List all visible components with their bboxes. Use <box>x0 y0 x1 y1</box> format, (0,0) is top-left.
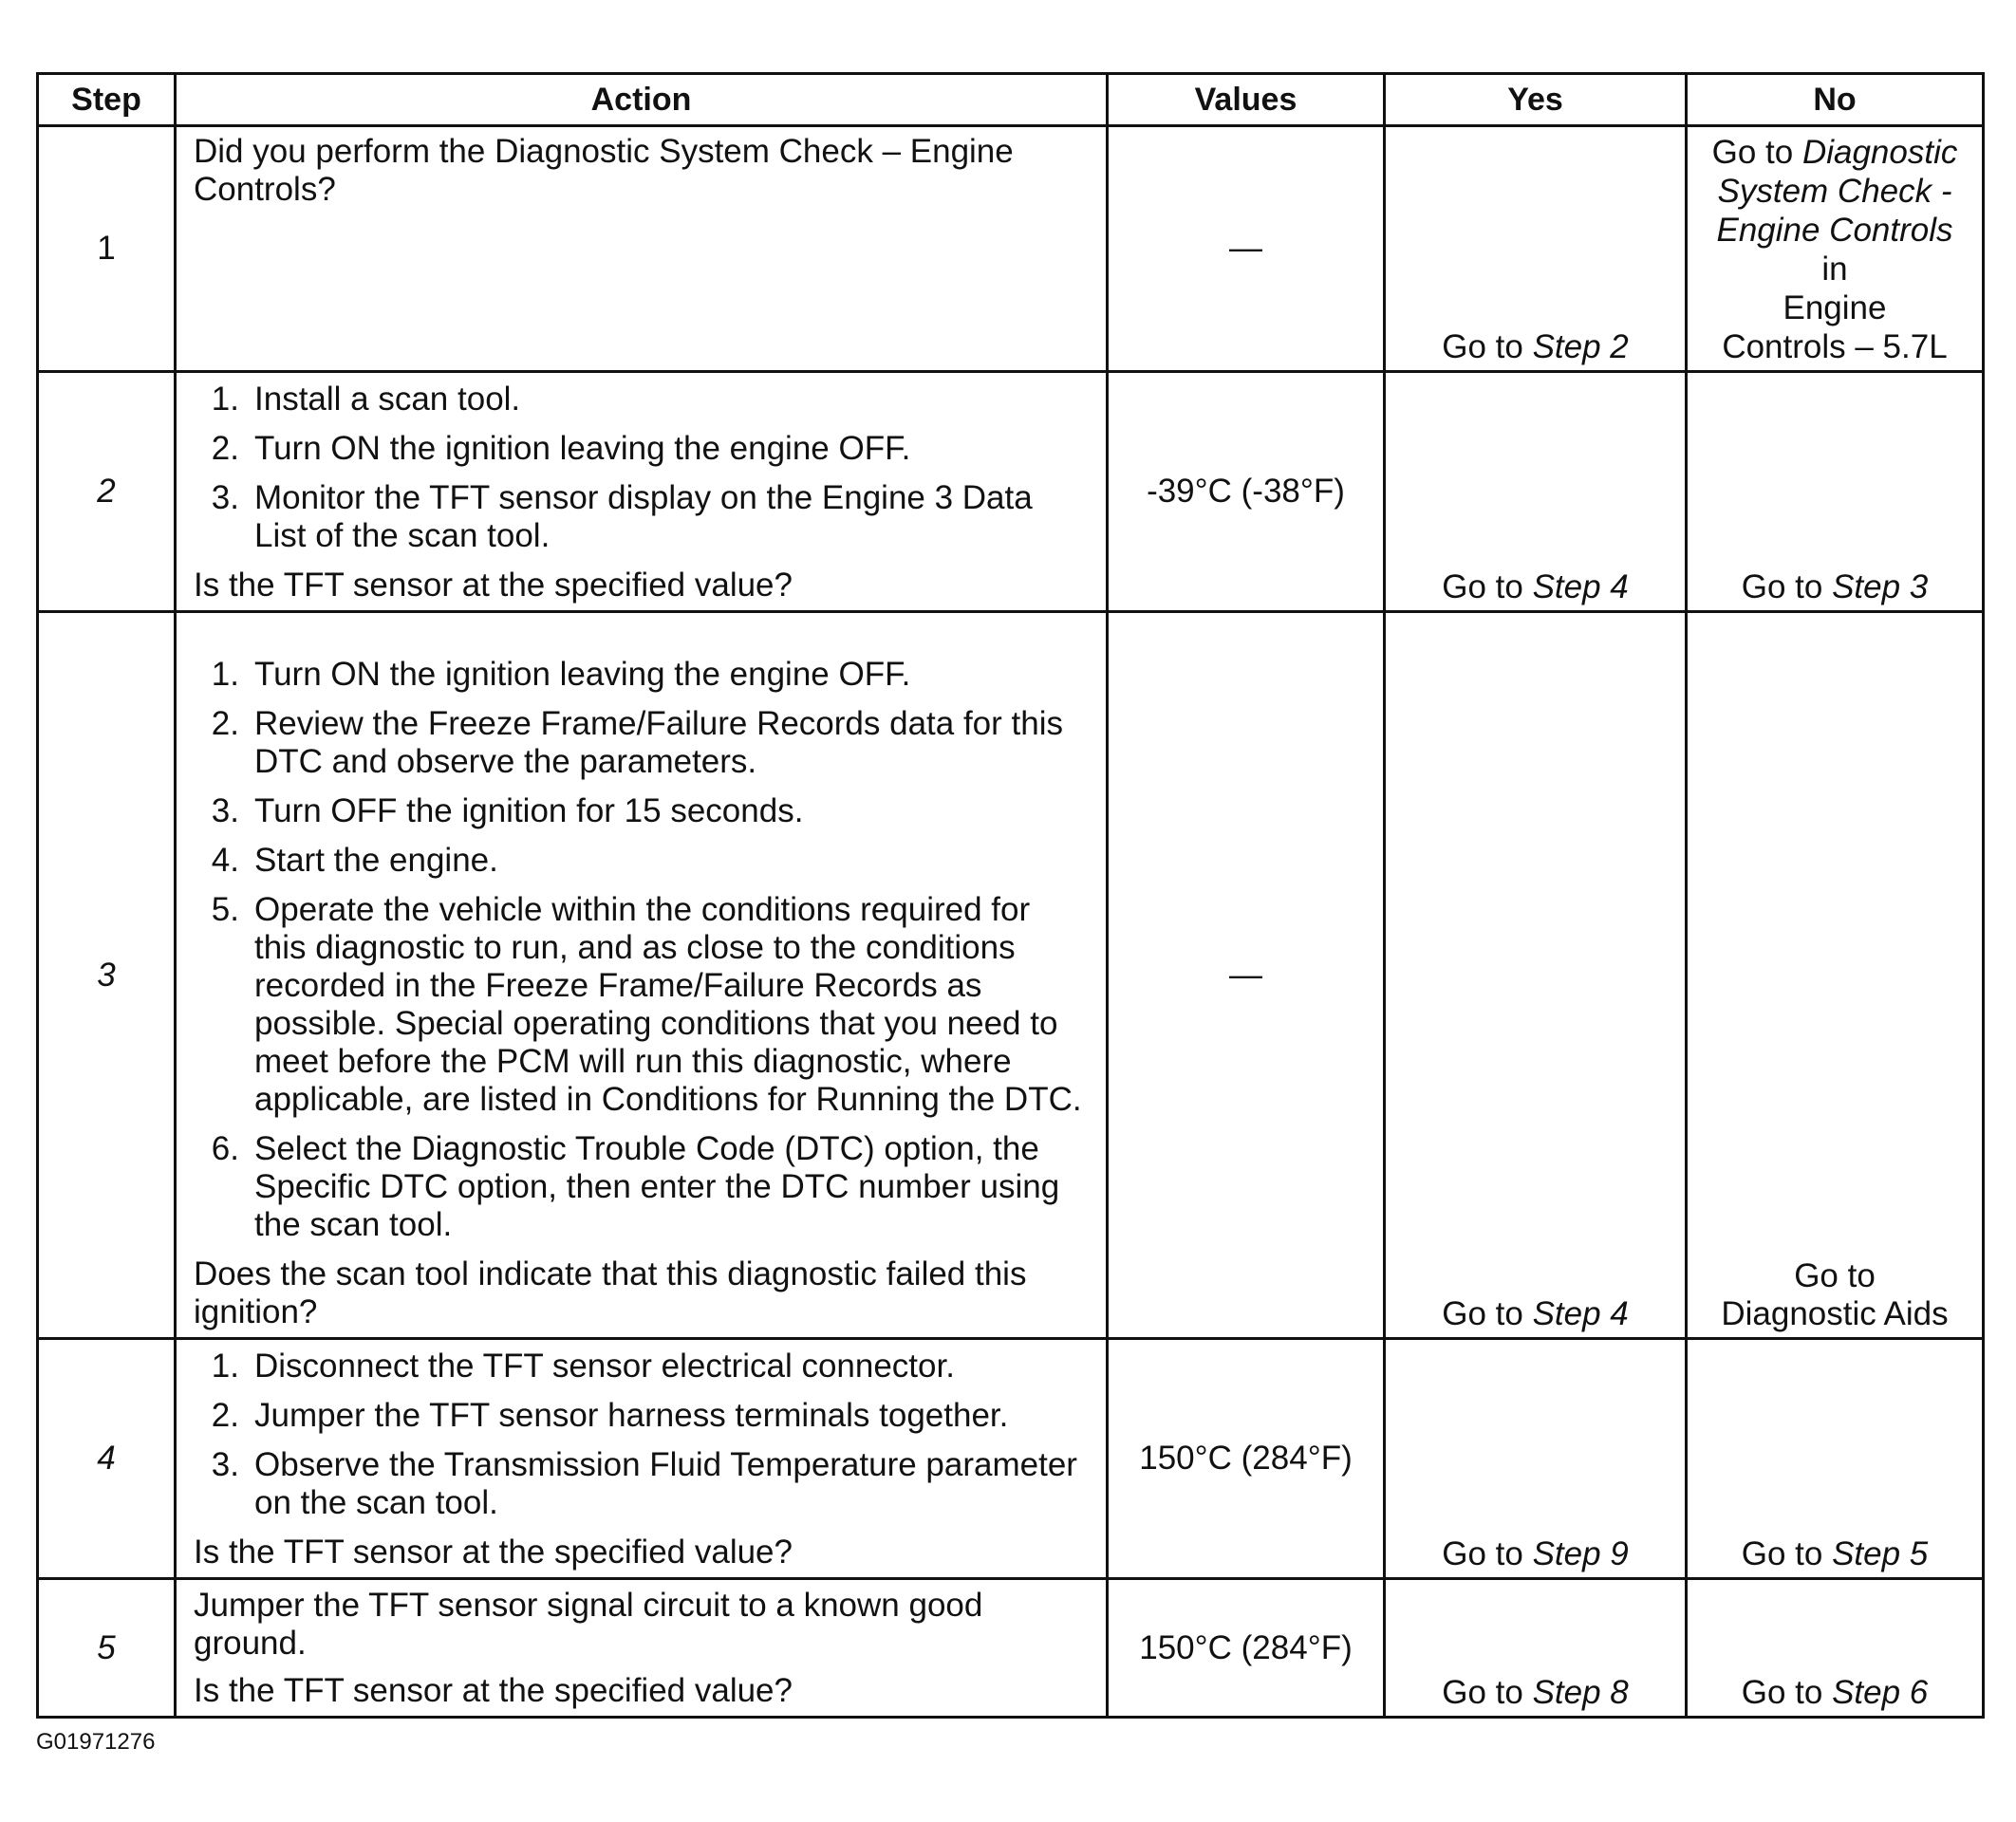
list-item: 3. Observe the Transmission Fluid Temperature parameter on the scan tool. <box>211 1446 1077 1521</box>
yes-prefix: Go to <box>1442 1295 1533 1332</box>
action-question: Is the TFT sensor at the specified value? <box>194 567 793 604</box>
no-prefix: Go to <box>1741 1674 1833 1711</box>
action-question: Is the TFT sensor at the specified value? <box>194 1672 793 1709</box>
header-values: Values <box>1108 74 1385 126</box>
action-cell <box>176 1339 1108 1579</box>
no-link-part-3[interactable]: Engine Controls <box>1716 212 1953 249</box>
yes-step-link[interactable]: Step 4 <box>1532 568 1629 605</box>
no-step-link[interactable]: Step 6 <box>1832 1674 1929 1711</box>
header-row <box>38 74 1984 126</box>
action-cell <box>176 372 1108 612</box>
yes-step-link[interactable]: Step 2 <box>1532 328 1629 365</box>
value-cell: — <box>1108 612 1385 1339</box>
no-text-controls: Controls – 5.7L <box>1722 328 1948 365</box>
list-item: 2. Jumper the TFT sensor harness terminals together. <box>211 1397 1009 1434</box>
header-action: Action <box>176 74 1108 126</box>
header-no: No <box>1687 74 1984 126</box>
list-item: 3. Monitor the TFT sensor display on the Engine 3 Data List of the scan tool. <box>211 479 1033 554</box>
no-cell[interactable] <box>1687 372 1984 612</box>
value-cell: 150°C (284°F) <box>1108 1579 1385 1718</box>
no-prefix: Go to <box>1741 568 1833 605</box>
action-steps-list <box>194 656 1089 1244</box>
list-item: 1. Turn ON the ignition leaving the engine OFF. <box>211 656 911 693</box>
yes-step-link[interactable]: Step 9 <box>1532 1535 1629 1572</box>
value-cell: -39°C (-38°F) <box>1108 372 1385 612</box>
yes-prefix: Go to <box>1442 1535 1533 1572</box>
yes-cell[interactable] <box>1385 126 1687 372</box>
table-row-step-4 <box>38 1339 1984 1579</box>
no-step-link[interactable]: Step 3 <box>1832 568 1929 605</box>
header-step: Step <box>38 74 176 126</box>
list-item: 2. Turn ON the ignition leaving the engine OFF. <box>211 430 911 467</box>
yes-cell[interactable] <box>1385 1579 1687 1718</box>
yes-step-link[interactable]: Step 8 <box>1532 1674 1629 1711</box>
action-steps-list <box>194 1348 1089 1522</box>
action-text: Did you perform the Diagnostic System Check – Engine Controls? <box>194 133 1014 208</box>
action-cell <box>176 612 1108 1339</box>
yes-prefix: Go to <box>1442 328 1533 365</box>
no-prefix: Go to <box>1711 134 1802 171</box>
no-cell[interactable] <box>1687 1339 1984 1579</box>
yes-cell[interactable] <box>1385 612 1687 1339</box>
no-cell[interactable] <box>1687 612 1984 1339</box>
no-text-engine: Engine <box>1783 289 1887 326</box>
step-number: 1 <box>38 126 176 372</box>
no-text-in: in <box>1821 251 1848 288</box>
action-cell <box>176 126 1108 372</box>
table-row-step-1 <box>38 126 1984 372</box>
table-row-step-5 <box>38 1579 1984 1718</box>
action-question: Is the TFT sensor at the specified value? <box>194 1534 793 1571</box>
no-diagnostic-aids-link[interactable]: Diagnostic Aids <box>1721 1295 1949 1332</box>
figure-id: G01971276 <box>36 1729 156 1755</box>
list-item: 4. Start the engine. <box>211 842 498 879</box>
list-item: 6. Select the Diagnostic Trouble Code (DTC) option, the Specific DTC option, then enter the DTC number using the scan tool. <box>211 1130 1060 1243</box>
value-cell: — <box>1108 126 1385 372</box>
action-text: Jumper the TFT sensor signal circuit to a known good ground. <box>194 1587 983 1662</box>
list-item: 3. Turn OFF the ignition for 15 seconds. <box>211 792 804 829</box>
action-cell <box>176 1579 1108 1718</box>
no-prefix: Go to <box>1741 1535 1833 1572</box>
yes-prefix: Go to <box>1442 568 1533 605</box>
table-row-step-2 <box>38 372 1984 612</box>
no-link-part-2[interactable]: System Check - <box>1717 173 1952 210</box>
yes-cell[interactable] <box>1385 1339 1687 1579</box>
yes-step-link[interactable]: Step 4 <box>1532 1295 1629 1332</box>
step-number: 4 <box>38 1339 176 1579</box>
list-item: 2. Review the Freeze Frame/Failure Records data for this DTC and observe the parameters. <box>211 705 1063 780</box>
step-number: 3 <box>38 612 176 1339</box>
step-number: 2 <box>38 372 176 612</box>
list-item: 1. Install a scan tool. <box>211 381 521 418</box>
no-cell[interactable] <box>1687 126 1984 372</box>
list-item: 5. Operate the vehicle within the conditions required for this diagnostic to run, and as close to the conditions recorded in the Freeze Frame/Failure Records as possible. Special operating conditions that you need to meet before the PCM will run this diagnostic, where applicable, are listed in Conditions for Running the DTC. <box>211 891 1082 1118</box>
no-prefix: Go to <box>1794 1257 1876 1294</box>
action-steps-list <box>194 381 1089 555</box>
yes-cell[interactable] <box>1385 372 1687 612</box>
no-cell[interactable] <box>1687 1579 1984 1718</box>
no-step-link[interactable]: Step 5 <box>1832 1535 1929 1572</box>
value-cell: 150°C (284°F) <box>1108 1339 1385 1579</box>
step-number: 5 <box>38 1579 176 1718</box>
no-link-part-1[interactable]: Diagnostic <box>1801 134 1958 171</box>
list-item: 1. Disconnect the TFT sensor electrical connector. <box>211 1348 955 1385</box>
action-question: Does the scan tool indicate that this diagnostic failed this ignition? <box>194 1255 1027 1330</box>
table-row-step-3 <box>38 612 1984 1339</box>
header-yes: Yes <box>1385 74 1687 126</box>
diagnostic-table <box>36 72 1985 1719</box>
yes-prefix: Go to <box>1442 1674 1533 1711</box>
